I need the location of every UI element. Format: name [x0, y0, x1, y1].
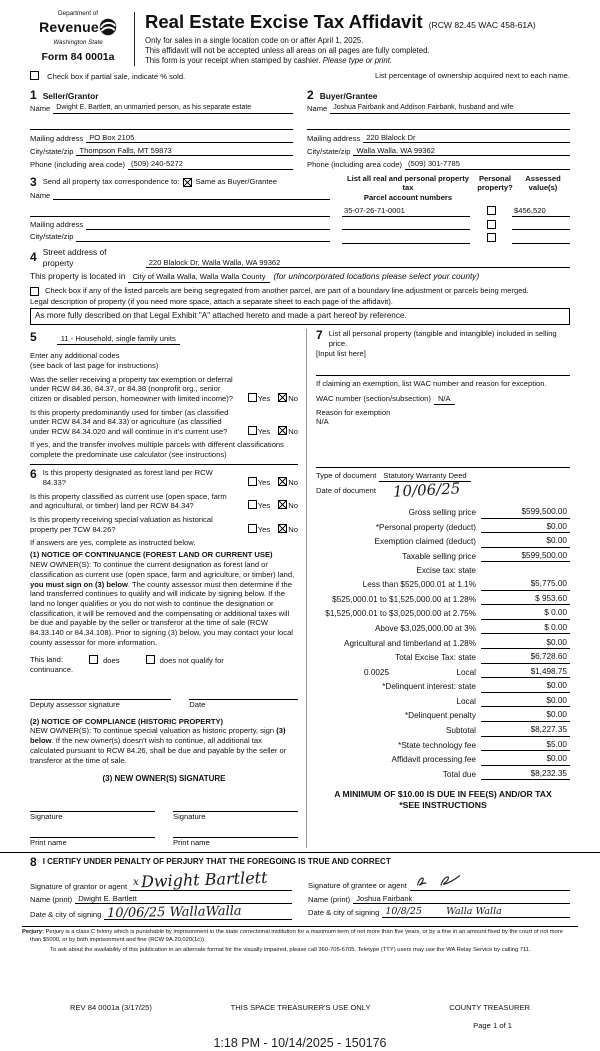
delinquent-penalty-value[interactable]: $0.00: [481, 710, 570, 722]
parcel-header-col2: Personal property?: [477, 173, 513, 193]
dor-logo: [30, 10, 126, 66]
header-note-2: This affidavit will not be accepted unless all areas on all pages are fully completed.: [145, 45, 430, 55]
deputy-assessor-signature-line[interactable]: [30, 689, 171, 700]
no-label: No: [288, 501, 298, 511]
see-instructions-note: *SEE INSTRUCTIONS: [399, 800, 487, 811]
county-treasurer-label: COUNTY TREASURER: [449, 1003, 530, 1013]
certification-section: [0, 852, 600, 920]
buyer-city-field[interactable]: Walla Walla, WA 99362: [353, 146, 570, 157]
notice-compliance-title: (2) NOTICE OF COMPLIANCE (HISTORIC PROPERTY): [30, 716, 224, 726]
corr-name-label: Name: [30, 190, 51, 200]
land-use-code-field[interactable]: 11 - Household, single family units: [57, 334, 180, 345]
grantor-signature-handwriting: Dwight Bartlett: [140, 868, 268, 892]
personal-property-deduct-value[interactable]: $0.00: [481, 522, 570, 534]
grantor-sig-label: Signature of grantor or agent: [30, 881, 128, 891]
s5q1-no-checkbox[interactable]: [278, 393, 287, 402]
personal-property-checkbox[interactable]: [487, 220, 496, 229]
tax-row: Local $0.00: [316, 696, 570, 708]
treasurer-space-label: THIS SPACE TREASURER'S USE ONLY: [230, 1003, 371, 1013]
parcel-row: [342, 233, 570, 244]
page-indicator: Page 1 of 1: [473, 1020, 512, 1030]
exemption-deferral-question: Was the seller receiving a property tax exemption or deferral under RCW 84.36, 84.37, or 84.38 (nonprofit org., senior citizen or disabled person, homeowner with limited income)? Yes No: [30, 374, 298, 403]
corr-name-field[interactable]: [53, 191, 330, 200]
grantor-date-label: Date & city of signing: [30, 909, 102, 919]
wac-number-label: WAC number (section/subsection): [316, 393, 431, 403]
tax-row: *Delinquent penalty $0.00: [316, 710, 570, 722]
delinquent-interest-local-value[interactable]: $0.00: [481, 696, 570, 708]
form-number: Form 84 0001a: [41, 50, 115, 63]
tax-row: Exemption claimed (deduct) $0.00: [316, 536, 570, 548]
header-note-3: This form is your receipt when stamped by cashier. Please type or print.: [145, 55, 393, 65]
corr-city-field[interactable]: [76, 233, 330, 242]
grantee-date-handwriting: 10/8/25: [385, 905, 422, 917]
tax-row: *Personal property (deduct) $0.00: [316, 522, 570, 534]
grantee-date-label: Date & city of signing: [308, 907, 380, 917]
doc-date-handwriting[interactable]: 10/06/25: [392, 478, 461, 501]
seller-mailing-field[interactable]: PO Box 2105: [86, 133, 293, 144]
seller-extra-line[interactable]: [30, 121, 293, 130]
header-divider: [134, 12, 135, 66]
doc-type-label: Type of document: [316, 470, 377, 480]
buyer-mailing-field[interactable]: 220 Blalock Dr: [363, 133, 570, 144]
state-technology-fee-value[interactable]: $5.00: [481, 740, 570, 752]
personal-property-checkbox[interactable]: [487, 206, 496, 215]
no-label: No: [288, 427, 298, 437]
located-in-field[interactable]: City of Walla Walla, Walla Walla County: [128, 272, 269, 283]
additional-codes-note: (see back of last page for instructions): [30, 360, 159, 370]
section-8-number: 8: [30, 854, 37, 869]
grantor-name-label: Name (print): [30, 894, 73, 904]
predominate-use-note: If yes, and the transfer involves multiple parcels with different classifications complete the predominate use calculator (see instructions): [30, 439, 284, 459]
legal-description-field[interactable]: As more fully described on that Legal Exhibit "A" attached hereto and made a part hereof by reference.: [30, 308, 570, 325]
minimum-fee-note: A MINIMUM OF $10.00 IS DUE IN FEE(S) AND/OR TAX: [334, 789, 552, 800]
use-classification-column: [30, 329, 306, 848]
tax-row: Less than $525,000.01 at 1.1% $5,775.00: [316, 579, 570, 591]
land-does-checkbox[interactable]: [89, 655, 98, 664]
partial-sale-label: Check box if partial sale, indicate % sold.: [47, 71, 186, 81]
buyer-mailing-label: Mailing address: [307, 133, 361, 143]
dor-revenue-wordmark: Revenue: [39, 19, 99, 36]
segregated-label: Check box if any of the listed parcels are being segregated from another parcel, are part of a boundary line adjustment or parcels being merged.: [45, 285, 529, 295]
grantee-name-field[interactable]: Joshua Fairbank: [353, 894, 570, 905]
section-5-number: 5: [30, 330, 37, 345]
s6q2-yes-checkbox[interactable]: [248, 500, 257, 509]
dor-state-line: Washington State: [53, 38, 103, 46]
delinquent-interest-state-value[interactable]: $0.00: [481, 681, 570, 693]
buyer-phone-label: Phone (including area code): [307, 159, 402, 169]
located-in-note: (for unincorporated locations please select your county): [273, 270, 480, 281]
this-land-label: This land:: [30, 654, 63, 664]
print-name-label: Print name: [173, 838, 210, 848]
seller-title: Seller/Grantor: [42, 90, 99, 101]
corr-mailing-label: Mailing address: [30, 219, 84, 229]
if-yes-note: If answers are yes, complete as instructed below.: [30, 537, 196, 547]
street-address-label-1: Street address of: [42, 246, 107, 257]
grantor-name-field[interactable]: Dwight E. Bartlett: [75, 894, 292, 905]
print-name-label: Print name: [30, 838, 67, 848]
does-not-label: does not qualify for: [159, 655, 224, 665]
no-label: No: [288, 524, 298, 534]
ownership-note: List percentage of ownership acquired next to each name.: [374, 71, 570, 81]
corr-city-label: City/state/zip: [30, 232, 74, 242]
tax-row: Agricultural and timberland at 1.28% $0.00: [316, 638, 570, 650]
tier2-tax-value[interactable]: $ 953.60: [481, 594, 570, 606]
new-owner-signature-line-1[interactable]: [30, 801, 155, 812]
divider: [316, 375, 570, 376]
new-owner-signature-line-2[interactable]: [173, 801, 298, 812]
same-as-buyer-checkbox[interactable]: [183, 178, 192, 187]
seller-phone-label: Phone (including area code): [30, 159, 125, 169]
additional-codes-label: Enter any additional codes: [30, 351, 120, 361]
tax-row: Taxable selling price $599,500.00: [316, 551, 570, 563]
personal-property-label: List all personal property (tangible and intangible) included in selling price.: [328, 328, 557, 348]
type-or-print-note: Please type or print.: [322, 55, 393, 65]
dor-dept-line: Department of: [58, 10, 98, 17]
doc-date-label: Date of document: [316, 485, 376, 495]
s6q3-yes-checkbox[interactable]: [248, 524, 257, 533]
does-label: does: [103, 655, 120, 665]
form-title-ref: (RCW 82.45 WAC 458-61A): [428, 20, 536, 30]
local-rate: 0.0025: [364, 667, 390, 677]
tax-row: Total Excise Tax: state $6,728.60: [316, 652, 570, 664]
affidavit-processing-fee-value[interactable]: $0.00: [481, 754, 570, 766]
yes-label: Yes: [257, 394, 271, 403]
buyer-phone-field[interactable]: (509) 301-7785: [405, 159, 570, 170]
yes-label: Yes: [257, 427, 271, 437]
s5q2-no-checkbox[interactable]: [278, 426, 287, 435]
doc-type-field[interactable]: Statutory Warranty Deed: [379, 471, 470, 482]
street-address-field[interactable]: 220 Blalock Dr, Walla Walla, WA 99362: [146, 258, 570, 269]
grantor-date-handwriting: 10/06/25 WallaWalla: [107, 903, 243, 922]
located-in-label: This property is located in: [30, 270, 126, 281]
tax-row: Above $3,025,000.00 at 3% $ 0.00: [316, 623, 570, 635]
grantor-date-field[interactable]: [104, 903, 292, 922]
section-4-number: 4: [30, 249, 37, 264]
deputy-date-label: Date: [189, 699, 206, 709]
new-owners-signature-title: (3) NEW OWNER(S) SIGNATURE: [102, 774, 226, 784]
corr-mailing-field[interactable]: [86, 221, 330, 230]
grantee-signature-handwriting: [413, 873, 483, 889]
property-address-section: [0, 244, 600, 325]
buyer-name-field[interactable]: Joshua Fairbank and Addison Fairbank, husband and wife: [330, 104, 570, 114]
parcel-row: [342, 206, 570, 217]
assessed-value-field[interactable]: [512, 235, 570, 244]
buyer-city-label: City/state/zip: [307, 146, 351, 156]
forest-land-question: 6 Is this property designated as forest land per RCW 84.33? Yes No: [30, 467, 298, 488]
tier4-tax-value[interactable]: $ 0.00: [481, 623, 570, 635]
taxable-selling-price-value[interactable]: $599,500.00: [481, 551, 570, 563]
seller-section: [30, 86, 293, 169]
signature-label: Signature: [173, 811, 206, 821]
parcel-table: [342, 174, 570, 244]
section-1-number: 1: [30, 87, 37, 102]
dor-swirl-icon: [99, 18, 117, 39]
street-address-label-2: property: [42, 257, 74, 268]
local-tax-value[interactable]: $1,498.75: [481, 667, 570, 679]
current-use-question: Is this property classified as current use (open space, farm and agricultural, or timber) land per RCW 84.34? Yes No: [30, 491, 298, 511]
signature-label: Signature: [30, 811, 63, 821]
assessed-value-field[interactable]: [512, 221, 570, 230]
agricultural-tax-value[interactable]: $0.00: [481, 638, 570, 650]
grantee-sig-label: Signature of grantee or agent: [308, 881, 407, 891]
notice-compliance-text: NEW OWNER(S): To continue special valuation as historic property, sign (3) below. If the new owner(s) doesn't wish to continue, all additional tax calculated pursuant to RCW 84.26, shall be due and payable by the seller or transferor at the time of sale.: [30, 726, 287, 765]
section-3-number: 3: [30, 175, 37, 190]
form-title: Real Estate Excise Tax Affidavit: [145, 11, 423, 32]
accessibility-note: To ask about the availability of this publication in an alternate format for the visually impaired, please call 360-705-6705. Teletype (TTY) users may use the WA Relay Service by calling 711.: [50, 947, 531, 954]
parcel-number-field[interactable]: [342, 235, 470, 244]
deputy-date-line[interactable]: [189, 689, 298, 700]
new-owner-printname-line-1[interactable]: [30, 827, 155, 838]
exemption-claimed-value[interactable]: $0.00: [481, 536, 570, 548]
notice-continuance-text: NEW OWNER(S): To continue the current designation as forest land or classification as current use (open space, farm and agriculture, or timber) land, you must sign on (3) below. The county assessor must then determine if the land transferred continues to qualify and will indicate by signing below. If the land no longer qualifies or you do not wish to continue the designation or classification, it will be removed and the compensating or additional taxes will be due and payable by the seller or transferor at the time of sale (RCW 84.33.140 or 84.34.108). Prior to signing (3) below, you may contact your local county assessor for more information.: [30, 560, 295, 647]
buyer-name-label: Name: [307, 104, 328, 114]
buyer-section: [307, 86, 570, 169]
seller-city-field[interactable]: Thompson Falls, MT 59873: [76, 146, 293, 157]
seller-phone-field[interactable]: (509) 240-5272: [128, 159, 293, 170]
no-label: No: [288, 394, 298, 403]
grantor-signature-field[interactable]: x Dwight Bartlett: [130, 873, 292, 891]
rev-number: REV 84 0001a (3/17/25): [70, 1003, 152, 1013]
no-label: No: [288, 478, 298, 488]
s6q1-no-checkbox[interactable]: [278, 477, 287, 486]
header-note-1: Only for sales in a single location code on or after April 1, 2025.: [145, 35, 364, 45]
land-qualify-row: [30, 655, 298, 666]
s6q2-no-checkbox[interactable]: [278, 500, 287, 509]
timestamp-stamp: 1:18 PM - 10/14/2025 - 150176: [213, 1035, 387, 1050]
excise-tax-table: [316, 507, 570, 780]
deputy-assessor-label: Deputy assessor signature: [30, 699, 120, 709]
new-owner-printname-line-2[interactable]: [173, 827, 298, 838]
personal-property-checkbox[interactable]: [487, 233, 496, 242]
tax-row: Subtotal $8,227.35: [316, 725, 570, 737]
personal-property-tax-column: [306, 329, 570, 848]
wac-number-field[interactable]: N/A: [434, 394, 455, 405]
grantee-city-handwriting: Walla Walla: [446, 905, 502, 917]
assessed-value-field[interactable]: $456,520: [512, 206, 570, 217]
seller-mailing-label: Mailing address: [30, 133, 84, 143]
s5q1-yes-checkbox[interactable]: [248, 393, 257, 402]
reason-exemption-field[interactable]: N/A: [316, 417, 329, 427]
buyer-title: Buyer/Grantee: [319, 90, 378, 101]
personal-property-input[interactable]: [Input list here]: [316, 349, 366, 359]
tax-row: Affidavit processing fee $0.00: [316, 754, 570, 766]
grantee-date-field[interactable]: [382, 907, 570, 918]
tax-row: *State technology fee $5.00: [316, 740, 570, 752]
tier3-tax-value[interactable]: $ 0.00: [481, 608, 570, 620]
total-due-value[interactable]: $8,232.35: [481, 769, 570, 781]
continuance-label: continuance.: [30, 665, 74, 675]
grantee-signature-field[interactable]: [410, 873, 570, 891]
certify-statement: I CERTIFY UNDER PENALTY OF PERJURY THAT THE FOREGOING IS TRUE AND CORRECT: [42, 856, 391, 866]
exemption-note: If claiming an exemption, list WAC number and reason for exception.: [316, 379, 547, 389]
s6q1-yes-checkbox[interactable]: [248, 477, 257, 486]
tax-row: Excise tax: state: [416, 565, 476, 575]
land-does-not-checkbox[interactable]: [146, 655, 155, 664]
corr-extra-line[interactable]: [30, 208, 330, 217]
partial-sale-row: [30, 71, 185, 82]
buyer-extra-line[interactable]: [307, 121, 570, 130]
form-header: [0, 0, 600, 66]
tax-row: *Delinquent interest: state $0.00: [316, 681, 570, 693]
subtotal-value[interactable]: $8,227.35: [481, 725, 570, 737]
tax-row: $525,000.01 to $1,525,000.00 at 1.28% $ 953.60: [316, 594, 570, 606]
section-6-number: 6: [30, 467, 37, 482]
partial-sale-checkbox[interactable]: [30, 71, 39, 80]
legal-description-label: Legal description of property (if you need more space, attach a separate sheet to each page of the affidavit).: [30, 296, 393, 306]
notice-continuance-title: (1) NOTICE OF CONTINUANCE (FOREST LAND OR CURRENT USE): [30, 550, 273, 560]
tier1-tax-value[interactable]: $5,775.00: [481, 579, 570, 591]
parcel-header-col3: Assessed value(s): [525, 173, 561, 193]
tax-row: Total due $8,232.35: [316, 769, 570, 781]
seller-city-label: City/state/zip: [30, 146, 74, 156]
tax-correspondence-section: [30, 174, 330, 244]
tax-row: Gross selling price $599,500.00: [316, 507, 570, 519]
perjury-note: Perjury: Perjury is a class C felony which is punishable by imprisonment in the state correctional institution for a maximum term of not more than five years, or by a fine in an amount fixed by the court of not more than $5000, or by both imprisonment and fine (RCW 9A.20.020(1c)). To ask about the availability of this publication in an alternate format for the visually impaired, please call 360-705-6705. Teletype (TTY) users may use the WA Relay Service by calling 711.: [22, 926, 578, 955]
yes-label: Yes: [257, 524, 271, 534]
tax-row: 0.0025 Local $1,498.75: [316, 667, 570, 679]
seller-name-field[interactable]: Dwight E. Bartlett, an unmarried person, as his separate estate: [53, 104, 293, 114]
total-excise-state-value[interactable]: $6,728.60: [481, 652, 570, 664]
same-as-buyer-label: Same as Buyer/Grantee: [195, 177, 277, 187]
section-divider: [30, 464, 298, 465]
parcel-header-col1: List all real and personal property tax Parcel account numbers: [347, 173, 469, 203]
s5q2-yes-checkbox[interactable]: [248, 426, 257, 435]
parcel-number-field[interactable]: 35-07-26-71-0001: [342, 206, 470, 217]
timber-agriculture-question: Is this property predominantly used for timber (as classified under RCW 84.34 and 84.33) or agriculture (as classified under RCW 84.34.020 and will continue in it's current use? Yes No: [30, 407, 298, 437]
grantee-name-label: Name (print): [308, 894, 351, 904]
segregated-checkbox[interactable]: [30, 287, 39, 296]
seller-name-label: Name: [30, 104, 51, 114]
yes-label: Yes: [257, 478, 271, 488]
correspondence-label: Send all property tax correspondence to:: [42, 177, 180, 187]
gross-selling-price-value[interactable]: $599,500.00: [481, 507, 570, 519]
section-2-number: 2: [307, 87, 314, 102]
yes-label: Yes: [257, 501, 271, 511]
reason-exemption-label: Reason for exemption: [316, 407, 391, 417]
section-7-number: 7: [316, 327, 323, 342]
s6q3-no-checkbox[interactable]: [278, 524, 287, 533]
historical-property-question: Is this property receiving special valuation as historical property per TCW 84.26? Yes No: [30, 515, 298, 534]
parcel-row: [342, 220, 570, 231]
divider: [316, 467, 570, 468]
parcel-number-field[interactable]: [342, 221, 470, 230]
tax-row: $1,525,000.01 to $3,025,000.00 at 2.75% $ 0.00: [316, 608, 570, 620]
